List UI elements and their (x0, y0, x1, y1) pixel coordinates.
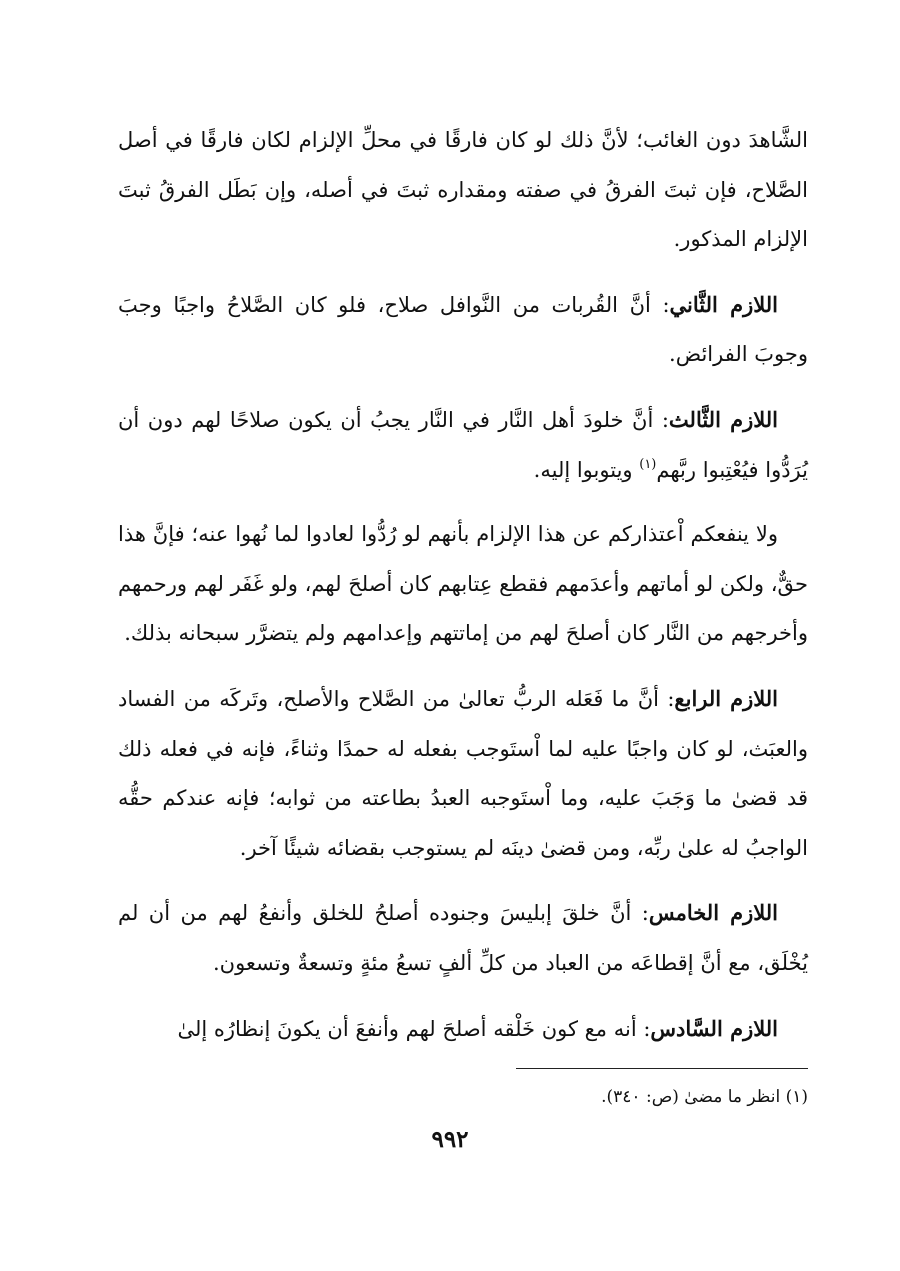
footnote-text: (١) انظر ما مضىٰ (ص: ٣٤٠). (601, 1087, 808, 1107)
paragraph-6 (118, 888, 808, 988)
paragraph-5-label: اللازم الرابع (674, 685, 778, 711)
paragraph-2 (118, 280, 808, 380)
paragraph-7 (118, 1004, 808, 1055)
paragraph-3-text-after: ويتوبوا إليه. (533, 457, 640, 482)
page-body (118, 116, 808, 1069)
paragraph-7-label: اللازم السَّادس (650, 1015, 778, 1041)
footnote-reference[interactable]: (١) (639, 456, 657, 472)
paragraph-4 (118, 510, 808, 659)
paragraph-5 (118, 674, 808, 873)
paragraph-1-text: الشَّاهدَ دون الغائب؛ لأنَّ ذلك لو كان فارقًا في محلِّ الإلزام لكان فارقًا في أصل الصَّلاح، فإن ثبتَ الفرقُ في صفته ومقداره ثبتَ في أصله، وإن بَطَل الفرقُ ثبتَ الإلزام المذكور. (118, 128, 808, 252)
paragraph-2-label: اللازم الثَّاني (669, 291, 778, 317)
paragraph-3 (118, 395, 808, 495)
paragraph-5-text: : أنَّ ما فَعَله الربُّ تعالىٰ من الصَّلاح والأصلح، وتَركَه من الفساد والعبَث، لو كان واجبًا عليه لما اْستَوجب بفعله له حمدًا وثناءً، فإنه في فعله ذلك قد قضىٰ ما وَجَبَ عليه، وما اْستَوجبه العبدُ بطاعته من ثوابه؛ فإنه عندكم حقُّه الواجبُ له علىٰ ربِّه، ومن قضىٰ دينَه لم يستوجب بقضائه شيئًا آخر. (118, 686, 808, 860)
paragraph-6-text: : أنَّ خلقَ إبليسَ وجنوده أصلحُ للخلق وأنفعُ لهم من أن لم يُخْلَق، مع أنَّ إقطاعَه من العباد من كلِّ ألفٍ تسعُ مئةٍ وتسعةٌ وتسعون. (118, 901, 808, 975)
paragraph-6-label: اللازم الخامس (648, 900, 778, 926)
paragraph-2-text: : أنَّ القُربات من النَّوافل صلاح، فلو كان الصَّلاحُ واجبًا وجبَ وجوبَ الفرائض. (118, 292, 808, 367)
footnote-separator (516, 1068, 808, 1069)
paragraph-3-label: اللازم الثَّالث (668, 406, 778, 432)
page-number: ٩٩٢ (431, 1126, 469, 1153)
paragraph-7-text: : أنه مع كون خَلْقه أصلحَ لهم وأنفعَ أن يكونَ إنظارُه إلىٰ (177, 1016, 651, 1041)
paragraph-3-text-before: : أنَّ خلودَ أهل النَّار في النَّار يجبُ أن يكون صلاحًا لهم دون أن يُرَدُّوا فيُعْتِبوا ربَّهم (118, 407, 808, 482)
footnote (118, 1082, 808, 1112)
paragraph-4-text: ولا ينفعكم اْعتذاركم عن هذا الإلزام بأنهم لو رُدُّوا لعادوا لما نُهوا عنه؛ فإنَّ هذا حقٌّ، ولكن لو أماتهم وأعدَمهم فقطع عِتابهم كان أصلحَ لهم، ولو غَفَر لهم ورحمهم وأخرجهم من النَّار كان أصلحَ لهم من إماتتهم وإعدامهم ولم يتضرَّر سبحانه بذلك. (118, 522, 808, 646)
paragraph-1 (118, 116, 808, 265)
